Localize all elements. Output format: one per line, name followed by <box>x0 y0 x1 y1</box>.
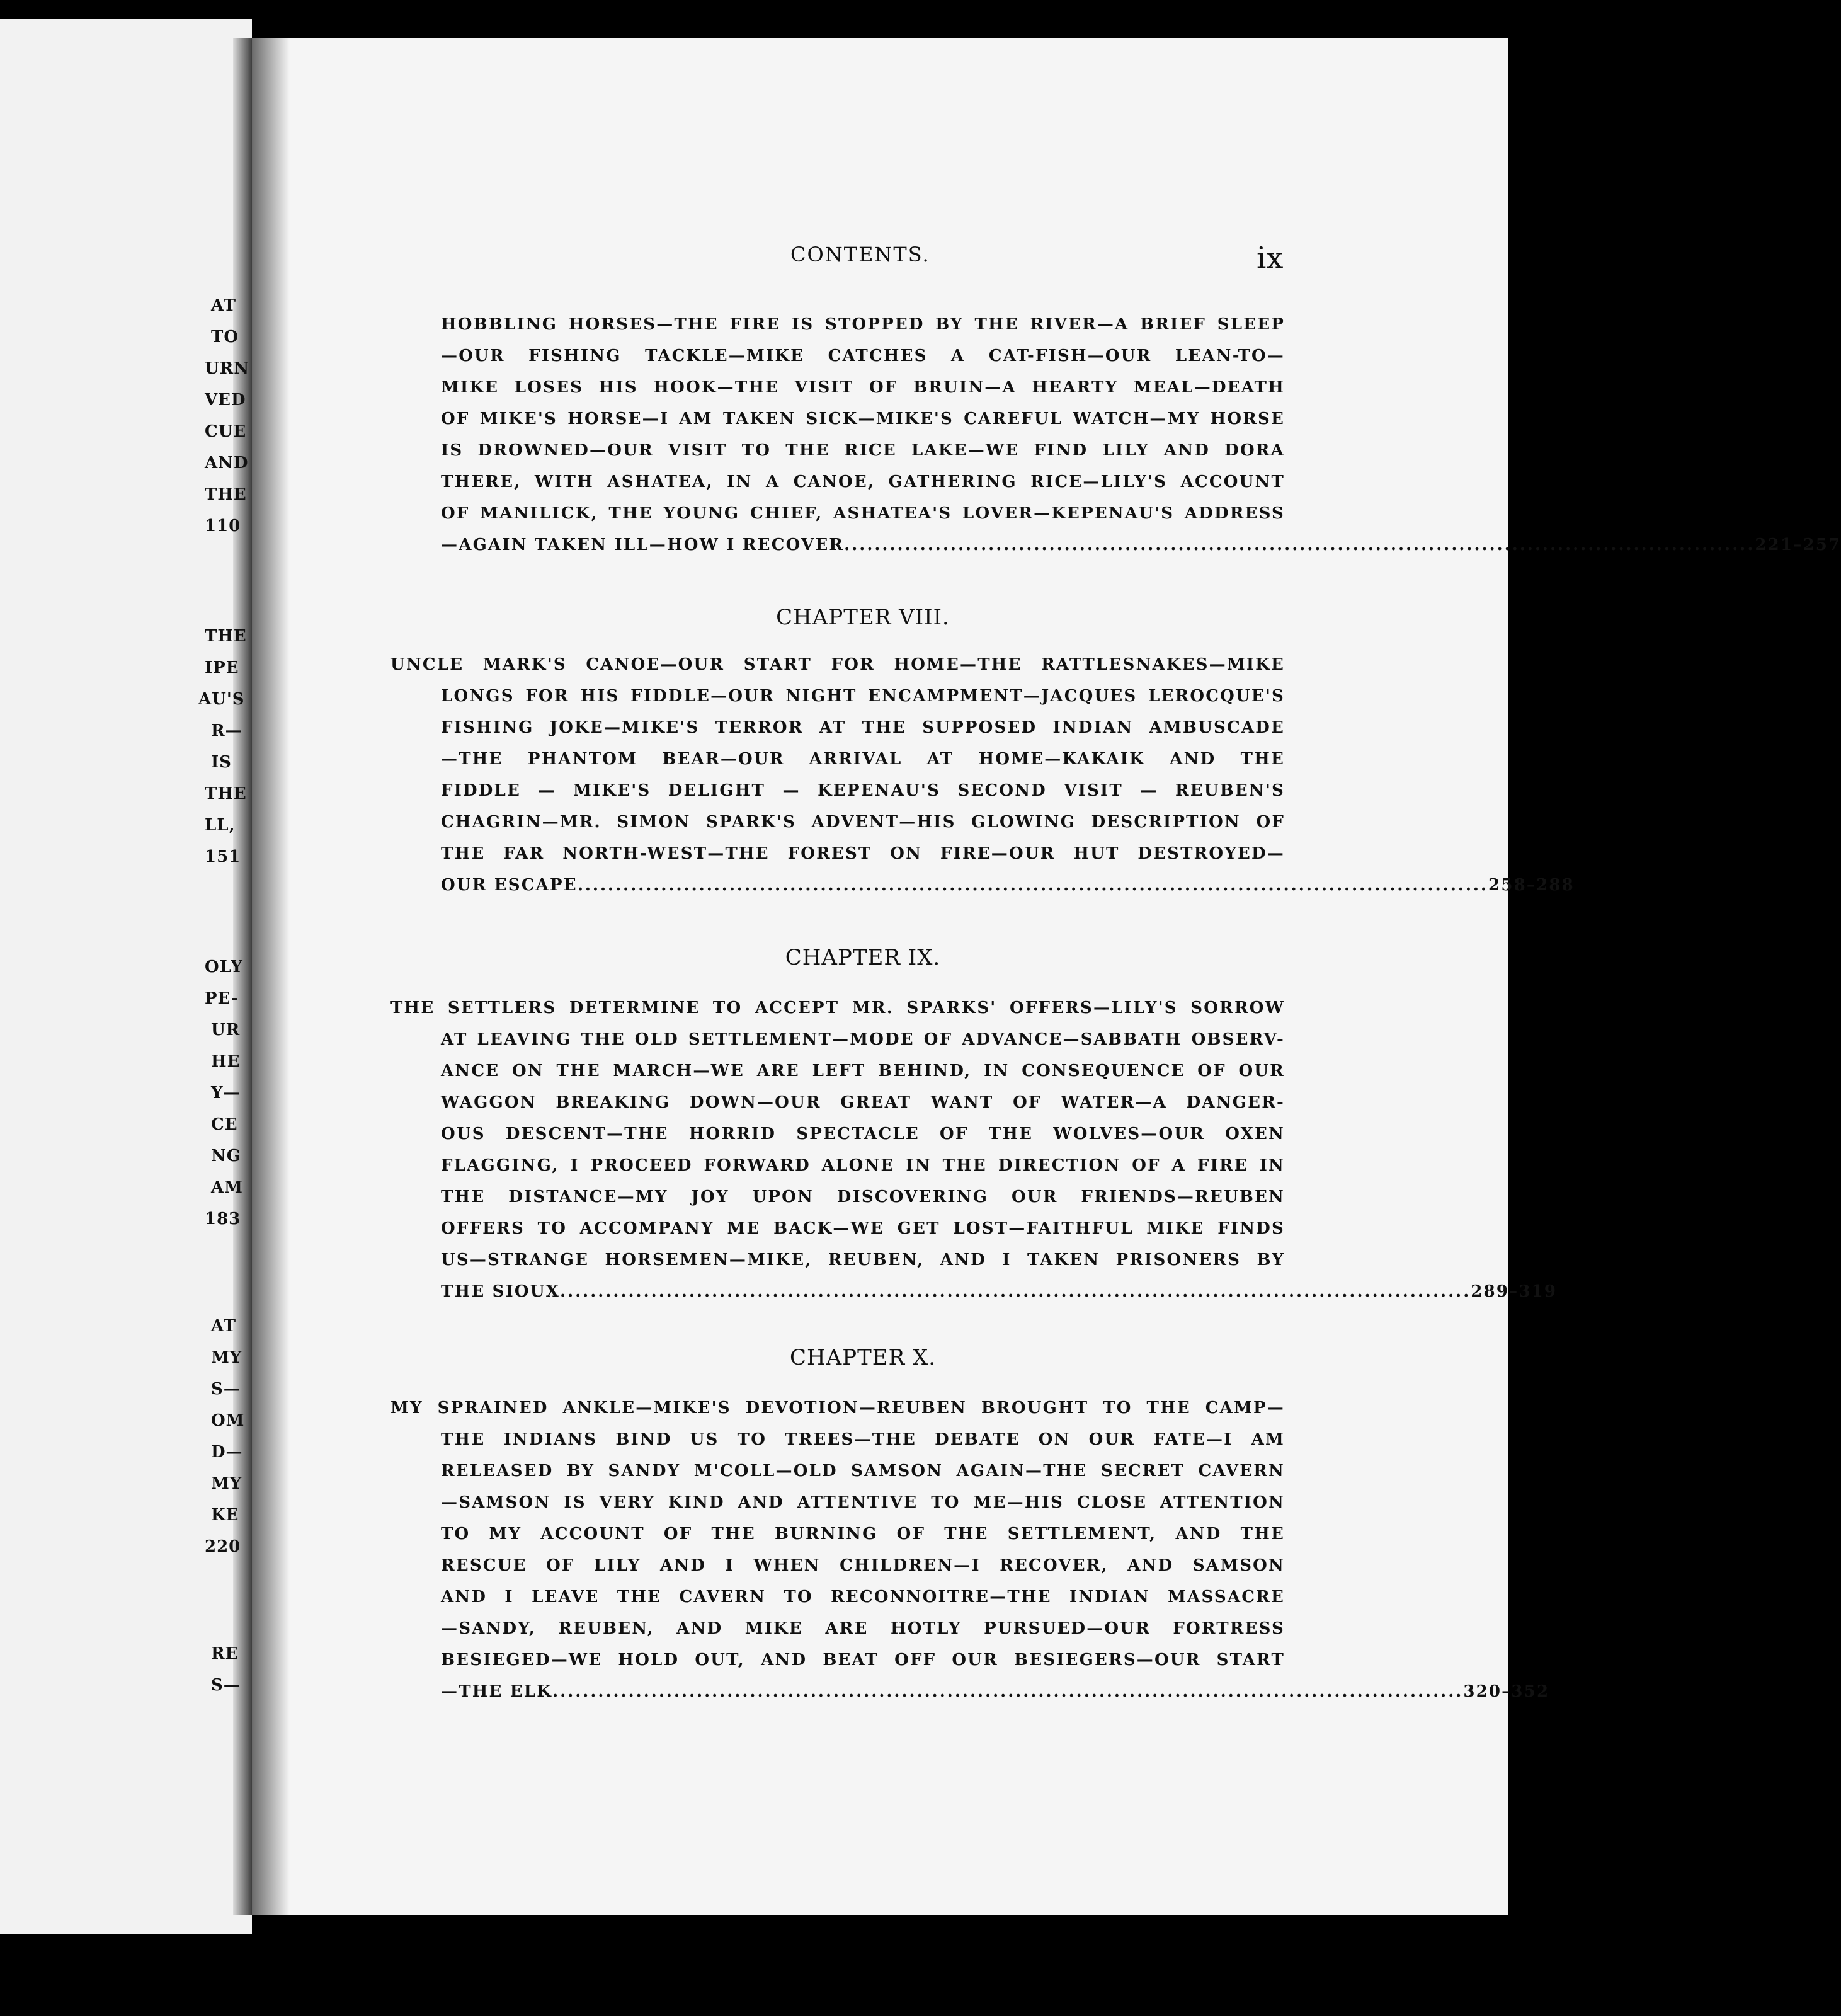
summary-line: AND I LEAVE THE CAVERN TO RECONNOITRE—THE INDIAN MASSACRE <box>441 1588 1285 1606</box>
left-page-fragment: 151 <box>205 847 241 866</box>
left-page-fragment: IS <box>211 753 232 772</box>
summary-line: RELEASED BY SANDY M'COLL—OLD SAMSON AGAIN—THE SECRET CAVERN <box>441 1462 1285 1480</box>
leader-dots: ........................................................................................................................ <box>844 536 1755 554</box>
left-page-fragment: URN <box>205 359 250 378</box>
summary-line: TO MY ACCOUNT OF THE BURNING OF THE SETTLEMENT, AND THE <box>441 1525 1285 1544</box>
summary-line: LONGS FOR HIS FIDDLE—OUR NIGHT ENCAMPMENT—JACQUES LEROCQUE'S <box>441 687 1285 706</box>
summary-text: OUR ESCAPE <box>441 876 578 895</box>
summary-line: OF MIKE'S HORSE—I AM TAKEN SICK—MIKE'S CAREFUL WATCH—MY HORSE <box>441 410 1285 428</box>
summary-line: CHAGRIN—MR. SIMON SPARK'S ADVENT—HIS GLOWING DESCRIPTION OF <box>441 813 1285 832</box>
summary-line: US—STRANGE HORSEMEN—MIKE, REUBEN, AND I TAKEN PRISONERS BY <box>441 1251 1285 1269</box>
left-page-fragment: AND <box>205 454 249 472</box>
summary-line: UNCLE MARK'S CANOE—OUR START FOR HOME—THE RATTLESNAKES—MIKE <box>390 655 1285 674</box>
left-page-fragment: OLY <box>205 958 243 976</box>
leader-dots: ........................................................................................................................ <box>577 876 1489 895</box>
left-page-fragment: RE <box>211 1644 239 1663</box>
left-page-fragment: 110 <box>205 517 241 536</box>
left-page-fragment: OM <box>211 1411 245 1430</box>
chapter-summary <box>441 309 1841 561</box>
left-page-fragment: Y— <box>211 1084 241 1102</box>
left-page-fragment: KE <box>211 1506 239 1525</box>
summary-line: —OUR FISHING TACKLE—MIKE CATCHES A CAT-FISH—OUR LEAN-TO— <box>441 346 1285 365</box>
summary-line: FIDDLE — MIKE'S DELIGHT — KEPENAU'S SECOND VISIT — REUBEN'S <box>441 781 1285 800</box>
summary-text: THE SIOUX <box>441 1282 561 1301</box>
left-page-fragment: THE <box>205 784 247 803</box>
summary-line <box>441 869 1575 901</box>
left-page-fragment: CE <box>211 1115 238 1134</box>
summary-line: FLAGGING, I PROCEED FORWARD ALONE IN THE DIRECTION OF A FIRE IN <box>441 1156 1285 1175</box>
page-range: 289–319 <box>1471 1282 1558 1301</box>
summary-text: —AGAIN TAKEN ILL—HOW I RECOVER <box>441 536 845 554</box>
summary-line: OUS DESCENT—THE HORRID SPECTACLE OF THE WOLVES—OUR OXEN <box>441 1125 1285 1143</box>
left-page-fragment: AT <box>211 1317 237 1336</box>
summary-line: THE FAR NORTH-WEST—THE FOREST ON FIRE—OUR HUT DESTROYED— <box>441 844 1285 863</box>
left-page-fragment: UR <box>211 1021 241 1040</box>
summary-line: —SAMSON IS VERY KIND AND ATTENTIVE TO ME—HIS CLOSE ATTENTION <box>441 1493 1285 1512</box>
summary-line <box>441 529 1841 561</box>
leader-dots: ........................................................................................................................ <box>552 1682 1464 1701</box>
left-page-fragment: CUE <box>205 422 247 441</box>
left-page-fragment: TO <box>211 328 239 346</box>
page-range: 320–352 <box>1463 1682 1550 1701</box>
left-page-fragment: AM <box>211 1178 243 1197</box>
summary-line: IS DROWNED—OUR VISIT TO THE RICE LAKE—WE FIND LILY AND DORA <box>441 441 1285 460</box>
spine-shadow <box>252 38 290 1915</box>
chapter-summary <box>390 992 1558 1307</box>
summary-line: THE SETTLERS DETERMINE TO ACCEPT MR. SPARKS' OFFERS—LILY'S SORROW <box>390 999 1285 1017</box>
left-page-fragment: PE- <box>205 989 239 1008</box>
summary-line: AT LEAVING THE OLD SETTLEMENT—MODE OF ADVANCE—SABBATH OBSERV- <box>441 1030 1285 1049</box>
left-page-fragment: 183 <box>205 1210 241 1228</box>
summary-line: ANCE ON THE MARCH—WE ARE LEFT BEHIND, IN CONSEQUENCE OF OUR <box>441 1062 1285 1080</box>
left-page-fragment: THE <box>205 627 247 646</box>
left-page-fragment: R— <box>211 721 242 740</box>
chapter-heading: CHAPTER VIII. <box>776 605 950 630</box>
summary-line: —SANDY, REUBEN, AND MIKE ARE HOTLY PURSUED—OUR FORTRESS <box>441 1619 1285 1638</box>
summary-line: WAGGON BREAKING DOWN—OUR GREAT WANT OF WATER—A DANGER- <box>441 1093 1285 1112</box>
chapter-heading: CHAPTER X. <box>789 1345 936 1370</box>
summary-line: MY SPRAINED ANKLE—MIKE'S DEVOTION—REUBEN BROUGHT TO THE CAMP— <box>390 1399 1285 1418</box>
chapter-heading: CHAPTER IX. <box>785 945 941 970</box>
summary-line: MIKE LOSES HIS HOOK—THE VISIT OF BRUIN—A HEARTY MEAL—DEATH <box>441 378 1285 397</box>
summary-line: BESIEGED—WE HOLD OUT, AND BEAT OFF OUR BESIEGERS—OUR START <box>441 1651 1285 1670</box>
page-range: 221–257 <box>1755 536 1841 554</box>
leader-dots: ........................................................................................................................ <box>560 1282 1471 1301</box>
summary-line: FISHING JOKE—MIKE'S TERROR AT THE SUPPOSED INDIAN AMBUSCADE <box>441 718 1285 737</box>
page-range: 258–288 <box>1488 876 1575 895</box>
chapter-summary <box>390 649 1575 901</box>
left-page-fragment: IPE <box>205 658 239 677</box>
left-page-fragment: HE <box>211 1052 241 1071</box>
summary-line: THERE, WITH ASHATEA, IN A CANOE, GATHERING RICE—LILY'S ACCOUNT <box>441 472 1285 491</box>
left-page-fragment: MY <box>211 1348 242 1367</box>
page-number: ix <box>1257 241 1284 276</box>
left-page-fragment: AU'S <box>198 690 245 709</box>
summary-line: THE DISTANCE—MY JOY UPON DISCOVERING OUR FRIENDS—REUBEN <box>441 1188 1285 1206</box>
left-page-fragment: MY <box>211 1474 242 1493</box>
left-page-fragment: AT <box>211 296 237 315</box>
left-page-fragment: VED <box>205 391 246 410</box>
summary-line: OFFERS TO ACCOMPANY ME BACK—WE GET LOST—FAITHFUL MIKE FINDS <box>441 1219 1285 1238</box>
summary-line: OF MANILICK, THE YOUNG CHIEF, ASHATEA'S LOVER—KEPENAU'S ADDRESS <box>441 504 1285 523</box>
left-page-fragment: S— <box>211 1676 241 1695</box>
left-page-fragment: S— <box>211 1380 241 1399</box>
page-title: CONTENTS. <box>790 243 930 266</box>
summary-text: —THE ELK <box>441 1682 553 1701</box>
summary-line: —THE PHANTOM BEAR—OUR ARRIVAL AT HOME—KAKAIK AND THE <box>441 750 1285 769</box>
summary-line: THE INDIANS BIND US TO TREES—THE DEBATE ON OUR FATE—I AM <box>441 1430 1285 1449</box>
summary-line: RESCUE OF LILY AND I WHEN CHILDREN—I RECOVER, AND SAMSON <box>441 1556 1285 1575</box>
left-page-fragment: THE <box>205 485 247 504</box>
left-page-fragment: NG <box>211 1147 241 1166</box>
left-page-fragment: 220 <box>205 1537 241 1556</box>
left-page-fragment: D— <box>211 1443 243 1462</box>
summary-line <box>441 1676 1550 1707</box>
summary-line: HOBBLING HORSES—THE FIRE IS STOPPED BY THE RIVER—A BRIEF SLEEP <box>441 315 1285 334</box>
summary-line <box>441 1276 1558 1307</box>
left-page-fragment: LL, <box>205 816 236 835</box>
chapter-summary <box>390 1392 1550 1707</box>
